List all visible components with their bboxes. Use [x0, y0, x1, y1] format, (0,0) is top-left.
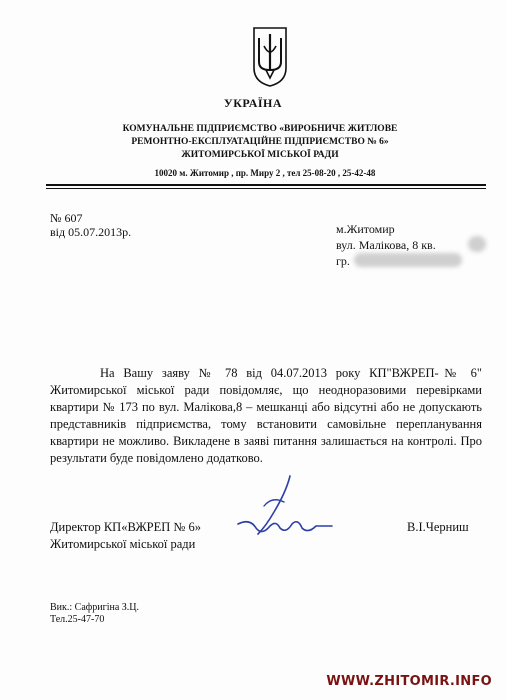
signatory-title-line-2: Житомирської міської ради: [50, 537, 196, 551]
trident-emblem-icon: [250, 24, 290, 88]
letter-date: від 05.07.2013р.: [50, 225, 132, 239]
country-title: УКРАЇНА: [223, 96, 283, 110]
executor-name: Вик.: Сафригіна З.Ц.: [50, 602, 139, 613]
letter-number: № 607: [50, 211, 83, 225]
redacted-name: [354, 253, 462, 267]
org-name-line-2: РЕМОНТНО-ЕКСПЛУАТАЦІЙНЕ ПІДПРИЄМСТВО № 6»: [131, 137, 389, 147]
recipient-street: вул. Малікова, 8 кв.: [336, 238, 436, 252]
site-watermark: WWW.ZHITOMIR.INFO: [326, 674, 492, 689]
recipient-city: м.Житомир: [336, 222, 395, 236]
recipient-person: гр.: [336, 254, 350, 268]
redacted-apartment: [468, 236, 486, 252]
executor-phone: Тел.25-47-70: [50, 614, 105, 625]
org-name-line-3: ЖИТОМИРСЬКОЇ МІСЬКОЇ РАДИ: [181, 150, 339, 160]
handwritten-signature: [228, 472, 348, 552]
header-rule-thin: [46, 188, 486, 189]
header-rule-thick: [46, 184, 486, 186]
org-address: 10020 м. Житомир , пр. Миру 2 , тел 25-08-20 , 25-42-48: [154, 168, 376, 178]
letter-body: На Вашу заяву № 78 від 04.07.2013 року КП"ВЖРЕП-№ 6" Житомирської міської ради повідомляє, що неодноразовими перевірками квартири № 173 по вул. Малікова,8 – мешканці або відсутні або не допускають представників підприємства, тому встановити самовільне перепланування квартири не можливо. Викладене в заяві питання залишається на контролі. Про результати буде повідомлено додатково.: [50, 366, 482, 465]
signatory-title-line-1: Директор КП«ВЖРЕП № 6»: [50, 520, 201, 534]
signatory-name: В.І.Черниш: [407, 520, 469, 534]
org-name-line-1: КОМУНАЛЬНЕ ПІДПРИЄМСТВО «ВИРОБНИЧЕ ЖИТЛОВЕ: [122, 124, 398, 134]
